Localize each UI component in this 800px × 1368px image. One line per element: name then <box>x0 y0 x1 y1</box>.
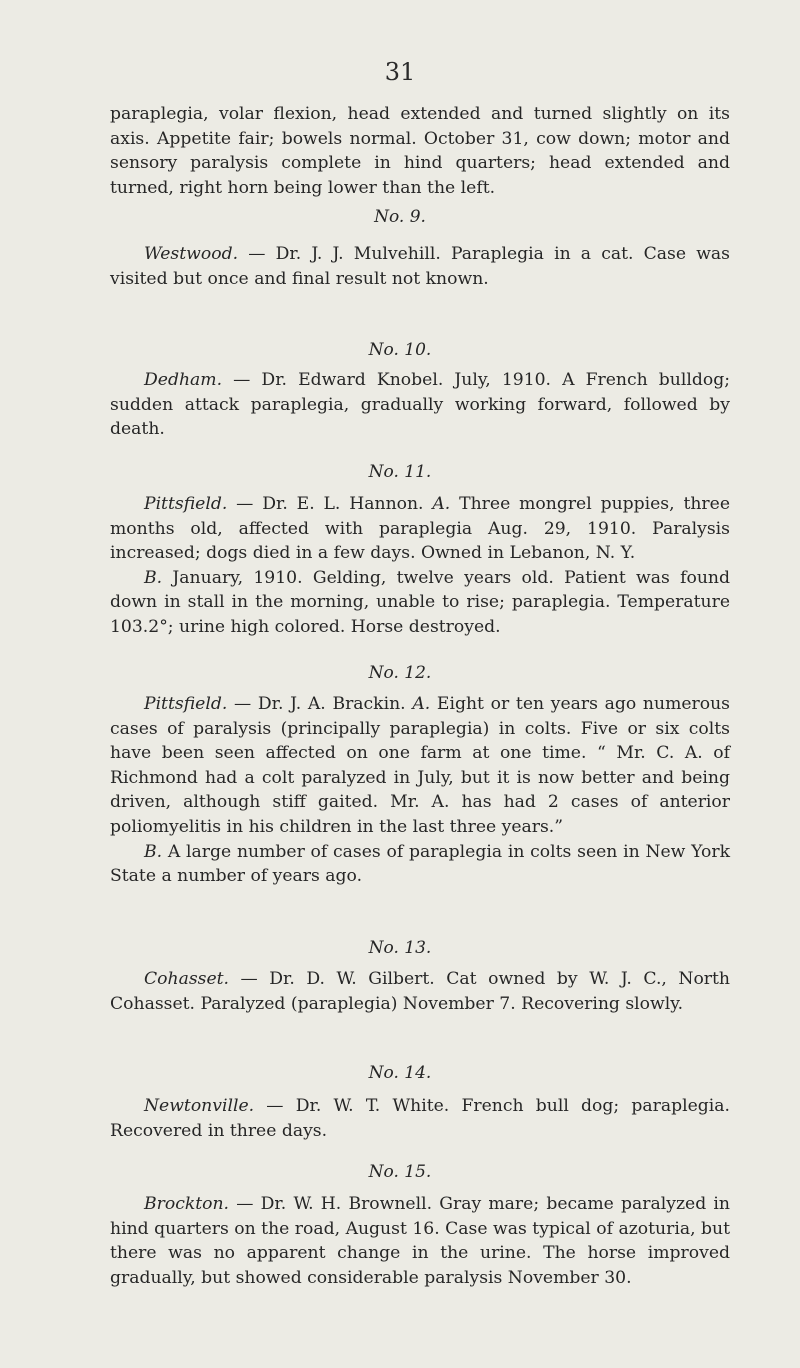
case-12-paragraph-b <box>110 840 730 889</box>
intro-text: paraplegia, volar flexion, head extended and turned slightly on its axis. Appetite fair; bowels normal. October 31, cow down; motor and sensory paralysis complete in hind quarters; head extended and turned, right horn being lower than the left. <box>110 104 730 198</box>
case-text: — Dr. Edward Knobel. July, 1910. A French bulldog; sudden attack paraplegia, gradually working forward, followed by death. <box>110 370 730 440</box>
case-9-paragraph <box>110 242 730 291</box>
case-10-body <box>110 368 730 442</box>
case-13-paragraph <box>110 967 730 1016</box>
case-13-body <box>110 967 730 1016</box>
case-place: Cohasset. <box>144 969 229 989</box>
case-text-2: Three mongrel puppies, three months old, affected with paraplegia Aug. 29, 1910. Paralysis increased; dogs died in a few days. Owned in Lebanon, N. Y. <box>110 494 730 564</box>
case-12-paragraph-a <box>110 692 730 840</box>
case-heading-11: No. 11. <box>368 462 432 482</box>
case-11-paragraph-b <box>110 566 730 640</box>
case-text: January, 1910. Gelding, twelve years old. Patient was found down in stall in the morning, unable to rise; paraplegia. Temperature 103.2°; urine high colored. Horse destroyed. <box>110 567 730 637</box>
case-text: — Dr. W. T. White. French bull dog; paraplegia. Recovered in three days. <box>110 1096 730 1141</box>
case-text: — Dr. D. W. Gilbert. Cat owned by W. J. C., North Cohasset. Paralyzed (paraplegia) November 7. Recovering slowly. <box>110 969 730 1014</box>
case-heading-10: No. 10. <box>368 340 432 360</box>
case-label: B. <box>144 567 163 588</box>
case-place: Pittsfield. <box>144 494 228 514</box>
case-15-paragraph <box>110 1192 730 1290</box>
case-text: A large number of cases of paraplegia in colts seen in New York State a number of years ago. <box>110 841 730 887</box>
case-text: — Dr. E. L. Hannon. <box>227 494 433 514</box>
intro-paragraph <box>110 102 730 200</box>
case-place: Pittsfield. <box>144 694 228 714</box>
case-heading-15: No. 15. <box>368 1162 432 1182</box>
case-place: Brockton. <box>144 1194 230 1214</box>
case-heading-9: No. 9. <box>374 207 426 227</box>
case-heading-13: No. 13. <box>368 938 432 958</box>
case-10-paragraph <box>110 368 730 442</box>
case-14-body <box>110 1094 730 1143</box>
case-text: — Dr. J. A. Brackin. <box>227 694 413 714</box>
case-text: — Dr. J. J. Mulvehill. Paraplegia in a cat. Case was visited but once and final result not known. <box>110 244 730 289</box>
page-number: 31 <box>384 58 416 86</box>
case-11-body <box>110 492 730 640</box>
case-11-paragraph-a <box>110 492 730 566</box>
case-15-body <box>110 1192 730 1290</box>
case-9-body <box>110 242 730 291</box>
case-label: A. <box>412 694 431 714</box>
case-14-paragraph <box>110 1094 730 1143</box>
case-label: A. <box>432 494 451 514</box>
case-12-body <box>110 692 730 889</box>
case-place: Westwood. <box>144 244 239 264</box>
case-text: — Dr. W. H. Brownell. Gray mare; became paralyzed in hind quarters on the road, August 16. Case was typical of azoturia, but there was no apparent change in the urine. The horse improved gradually, but showed considerable paralysis November 30. <box>110 1194 730 1288</box>
case-place: Dedham. <box>144 370 223 390</box>
case-place: Newtonville. <box>144 1096 255 1116</box>
case-heading-12: No. 12. <box>368 663 432 683</box>
case-label: B. <box>144 841 163 862</box>
case-text-2: Eight or ten years ago numerous cases of paralysis (principally paraplegia) in colts. Five or six colts have been seen affected on one farm at one time. “ Mr. C. A. of Richmond had a colt paralyzed in July, but it is now better and being driven, although stiff gaited. Mr. A. has had 2 cases of anterior poliomyelitis in his children in the last three years.” <box>110 694 730 837</box>
case-heading-14: No. 14. <box>368 1063 432 1083</box>
